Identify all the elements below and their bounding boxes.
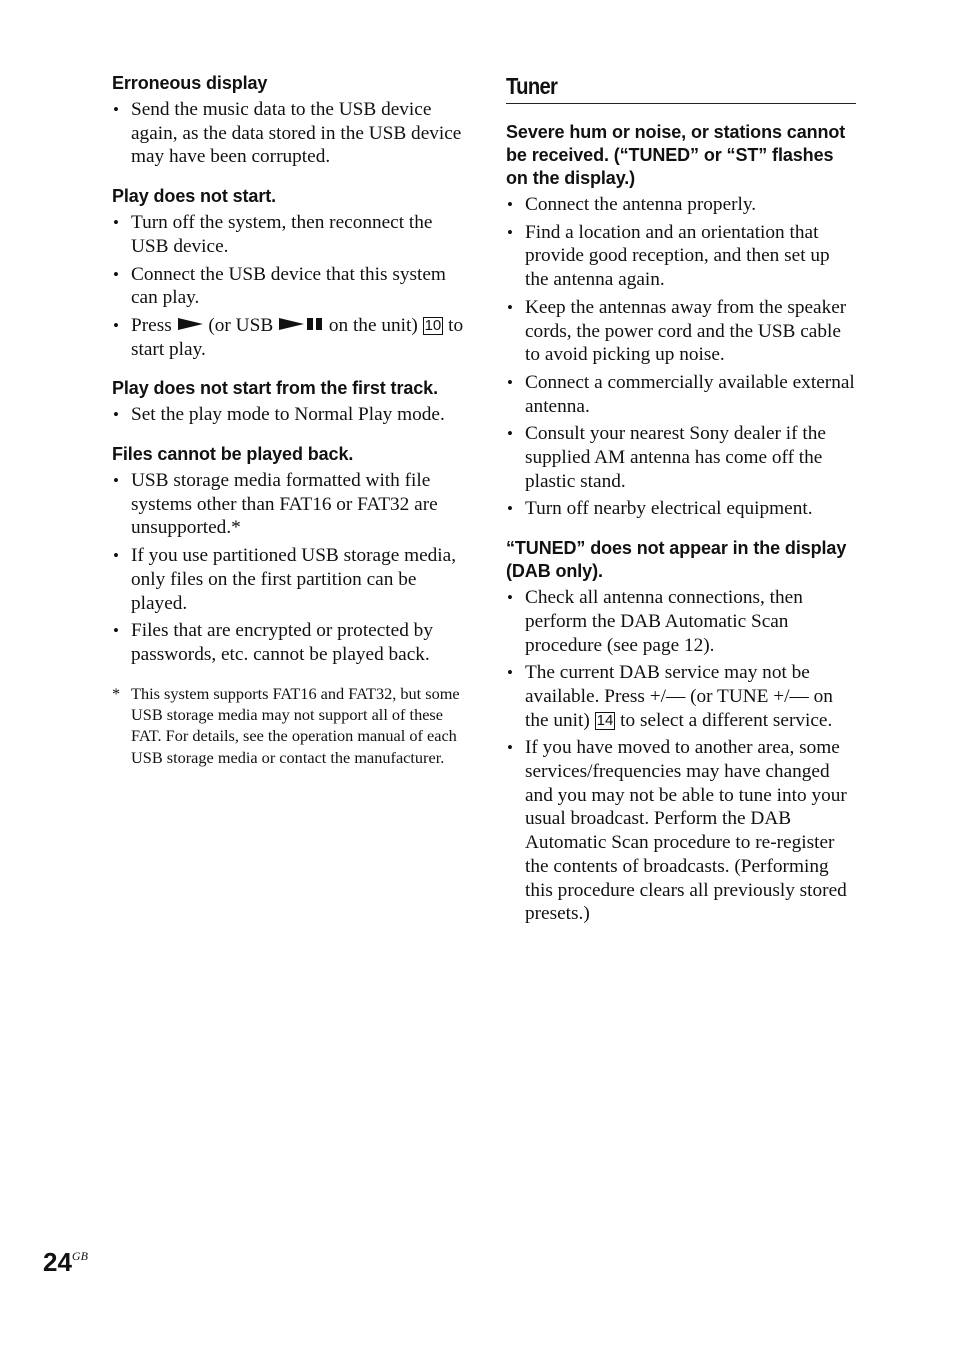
on-unit-text: on the unit) xyxy=(328,314,418,336)
bullet-icon: • xyxy=(113,405,119,425)
page-number-value: 24 xyxy=(43,1247,72,1277)
list-item-text: Keep the antennas away from the speaker cords, the power cord and the USB cable to avoid picking up noise. xyxy=(525,296,847,366)
list-item xyxy=(506,221,856,292)
list-item-text: Files that are encrypted or protected by passwords, etc. cannot be played back. xyxy=(131,620,433,665)
list-item-text: Connect the USB device that this system can play. xyxy=(131,263,446,309)
or-usb-text: (or USB xyxy=(208,314,274,336)
list-item-text: Set the play mode to Normal Play mode. xyxy=(131,404,445,426)
bullet-list xyxy=(112,403,464,427)
play-pause-icon xyxy=(278,314,324,338)
title-rule xyxy=(506,103,856,104)
bullet-icon: • xyxy=(113,264,119,284)
list-item xyxy=(506,422,856,493)
footnote-text: This system supports FAT16 and FAT32, but some USB storage media may not support all of these FAT. For details, see the operation manual of each USB storage media or contact the manufacturer. xyxy=(131,683,460,767)
list-item-text: If you have moved to another area, some services/frequencies may have changed and you may not be able to tune into your usual broadcast. Perform the DAB Automatic Scan procedure to re-register the contents of broadcasts. (Performing this procedure clears all previously stored presets.) xyxy=(525,737,847,925)
bullet-list xyxy=(506,193,856,521)
list-item-text: If you use partitioned USB storage media, only files on the first partition can be played. xyxy=(131,545,457,614)
press-text: Press xyxy=(131,314,172,336)
tail-text: to start play. xyxy=(131,314,464,360)
bullet-icon: • xyxy=(113,621,119,641)
chapter-title: Tuner xyxy=(506,73,558,99)
bullet-icon: • xyxy=(113,213,119,233)
list-item-text: USB storage media formatted with file systems other than FAT16 or FAT32 are unsupported.* xyxy=(131,470,438,539)
bullet-icon: • xyxy=(113,546,119,566)
section-play-does-not-start xyxy=(112,185,464,361)
list-item xyxy=(112,544,464,615)
page-number-suffix: GB xyxy=(71,1249,88,1263)
list-item xyxy=(506,586,856,657)
bullet-icon: • xyxy=(507,222,513,242)
list-item xyxy=(112,619,464,666)
bullet-list xyxy=(112,211,464,361)
left-column xyxy=(112,72,464,768)
section-heading: Severe hum or noise, or stations cannot be received. (“TUNED” or “ST” flashes on the display.) xyxy=(506,122,846,188)
section-first-track xyxy=(112,377,464,427)
section-heading: Files cannot be played back. xyxy=(112,444,354,465)
section-heading: Play does not start from the first track. xyxy=(112,378,438,399)
list-item xyxy=(506,661,856,732)
list-item-text: Connect the antenna properly. xyxy=(525,194,757,215)
list-item xyxy=(506,497,856,521)
bullet-list xyxy=(112,469,464,667)
list-item-text: Send the music data to the USB device again, as the data stored in the USB device may have been corrupted. xyxy=(131,99,462,168)
section-tuned-not-appear xyxy=(506,537,856,926)
list-item xyxy=(112,211,464,258)
list-item xyxy=(112,98,464,169)
footnote-marker: * xyxy=(112,683,121,703)
bullet-icon: • xyxy=(113,315,119,335)
play-icon xyxy=(177,314,204,338)
list-item-text: to select a different service. xyxy=(620,709,833,731)
bullet-icon: • xyxy=(507,195,513,214)
list-item-text: Consult your nearest Sony dealer if the supplied AM antenna has come off the plastic stand. xyxy=(525,423,826,492)
section-heading: “TUNED” does not appear in the display (DAB only). xyxy=(506,538,847,582)
list-item-text: Connect a commercially available external antenna. xyxy=(525,371,855,417)
bullet-list xyxy=(112,98,464,169)
footnote xyxy=(112,683,464,768)
bullet-icon: • xyxy=(507,424,513,444)
bullet-icon: • xyxy=(507,588,513,608)
bullet-icon: • xyxy=(113,100,119,119)
bullet-list xyxy=(506,586,856,926)
bullet-icon: • xyxy=(507,663,513,683)
right-column xyxy=(506,72,856,942)
list-item xyxy=(506,371,856,418)
bullet-icon: • xyxy=(507,499,513,519)
list-item xyxy=(112,403,464,427)
button-number-badge: 14 xyxy=(596,711,614,729)
section-heading: Play does not start. xyxy=(112,186,277,207)
page-number xyxy=(43,1247,88,1278)
bullet-icon: • xyxy=(507,372,513,392)
list-item xyxy=(506,193,856,217)
list-item-text: Check all antenna connections, then perform the DAB Automatic Scan procedure (see page 12). xyxy=(525,587,803,656)
bullet-icon: • xyxy=(507,738,513,758)
bullet-icon: • xyxy=(507,297,513,317)
section-severe-hum xyxy=(506,121,856,521)
list-item-text: The current DAB service may not be available. Press +/— (or TUNE +/— on the unit) xyxy=(525,662,833,731)
list-item xyxy=(506,736,856,926)
section-erroneous-display xyxy=(112,72,464,169)
section-files-cannot-play xyxy=(112,443,464,667)
list-item-text: Turn off the system, then reconnect the USB device. xyxy=(131,212,433,257)
list-item xyxy=(112,469,464,540)
list-item xyxy=(112,263,464,310)
section-heading: Erroneous display xyxy=(112,73,268,93)
bullet-icon: • xyxy=(113,471,119,491)
list-item xyxy=(506,296,856,367)
list-item-text: Find a location and an orientation that provide good reception, and then set up the antenna again. xyxy=(525,221,830,291)
list-item xyxy=(112,314,464,361)
button-number-badge: 10 xyxy=(424,316,442,334)
list-item-text: Turn off nearby electrical equipment. xyxy=(525,498,813,520)
